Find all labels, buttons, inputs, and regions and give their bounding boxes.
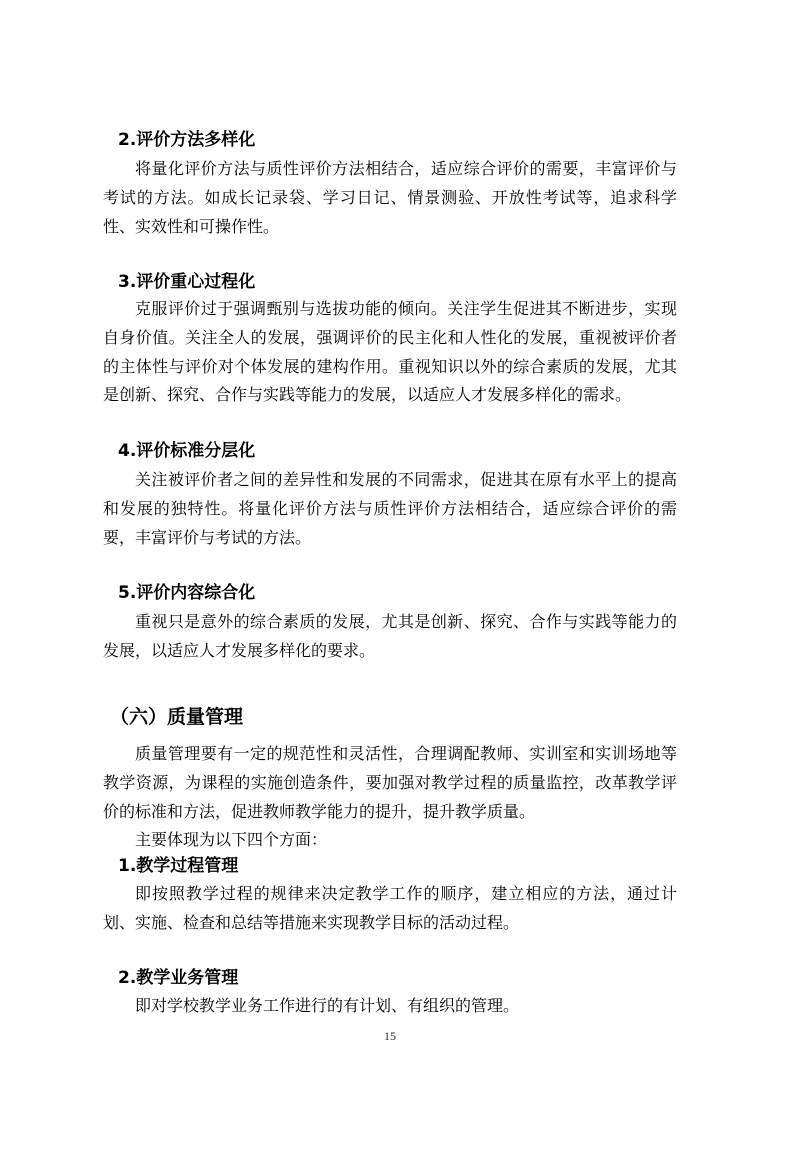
section-body-3: 克服评价过于强调甄别与选拔功能的倾向。关注学生促进其不断进步，实现自身价值。关注全人的发展，强调评价的民主化和人性化的发展，重视被评价者的主体性与评价对个体发展的建构作用。重视知识以外的综合素质的发展，尤其是创新、探究、合作与实践等能力的发展，以适应人才发展多样化的需求。 [103, 299, 677, 405]
quality-item-body-1: 即按照教学过程的规律来决定教学工作的顺序，建立相应的方法，通过计划、实施、检查和总结等措施来实现教学目标的活动过程。 [103, 884, 677, 932]
section-heading-4: 4.评价标准分层化 [118, 441, 256, 461]
quality-intro: 质量管理要有一定的规范性和灵活性，合理调配教师、实训室和实训场地等教学资源，为课程的实施创造条件，要加强对教学过程的质量监控，改革教学评价的标准和方法，促进教师教学能力的提升，提升教学质量。 [103, 744, 677, 821]
section-body-2: 将量化评价方法与质性评价方法相结合，适应综合评价的需要，丰富评价与考试的方法。如成长记录袋、学习日记、情景测验、开放性考试等，追求科学性、实效性和可操作性。 [103, 159, 677, 236]
section-body-5: 重视只是意外的综合素质的发展，尤其是创新、探究、合作与实践等能力的发展，以适应人才发展多样化的要求。 [103, 612, 677, 660]
quality-item-body-2: 即对学校教学业务工作进行的有计划、有组织的管理。 [135, 996, 520, 1015]
section-heading-5: 5.评价内容综合化 [118, 583, 256, 603]
section-body-4: 关注被评价者之间的差异性和发展的不同需求，促进其在原有水平上的提高和发展的独特性。将量化评价方法与质性评价方法相结合，适应综合评价的需要，丰富评价与考试的方法。 [103, 470, 677, 547]
quality-lead: 主要体现为以下四个方面： [135, 830, 328, 849]
quality-item-heading-1: 1.教学过程管理 [118, 856, 239, 876]
section-heading-3: 3.评价重心过程化 [118, 272, 256, 292]
quality-section-title: （六）质量管理 [110, 706, 244, 728]
page-number: 15 [384, 1029, 396, 1043]
section-heading-2: 2.评价方法多样化 [118, 130, 256, 150]
quality-item-heading-2: 2.教学业务管理 [118, 968, 239, 988]
